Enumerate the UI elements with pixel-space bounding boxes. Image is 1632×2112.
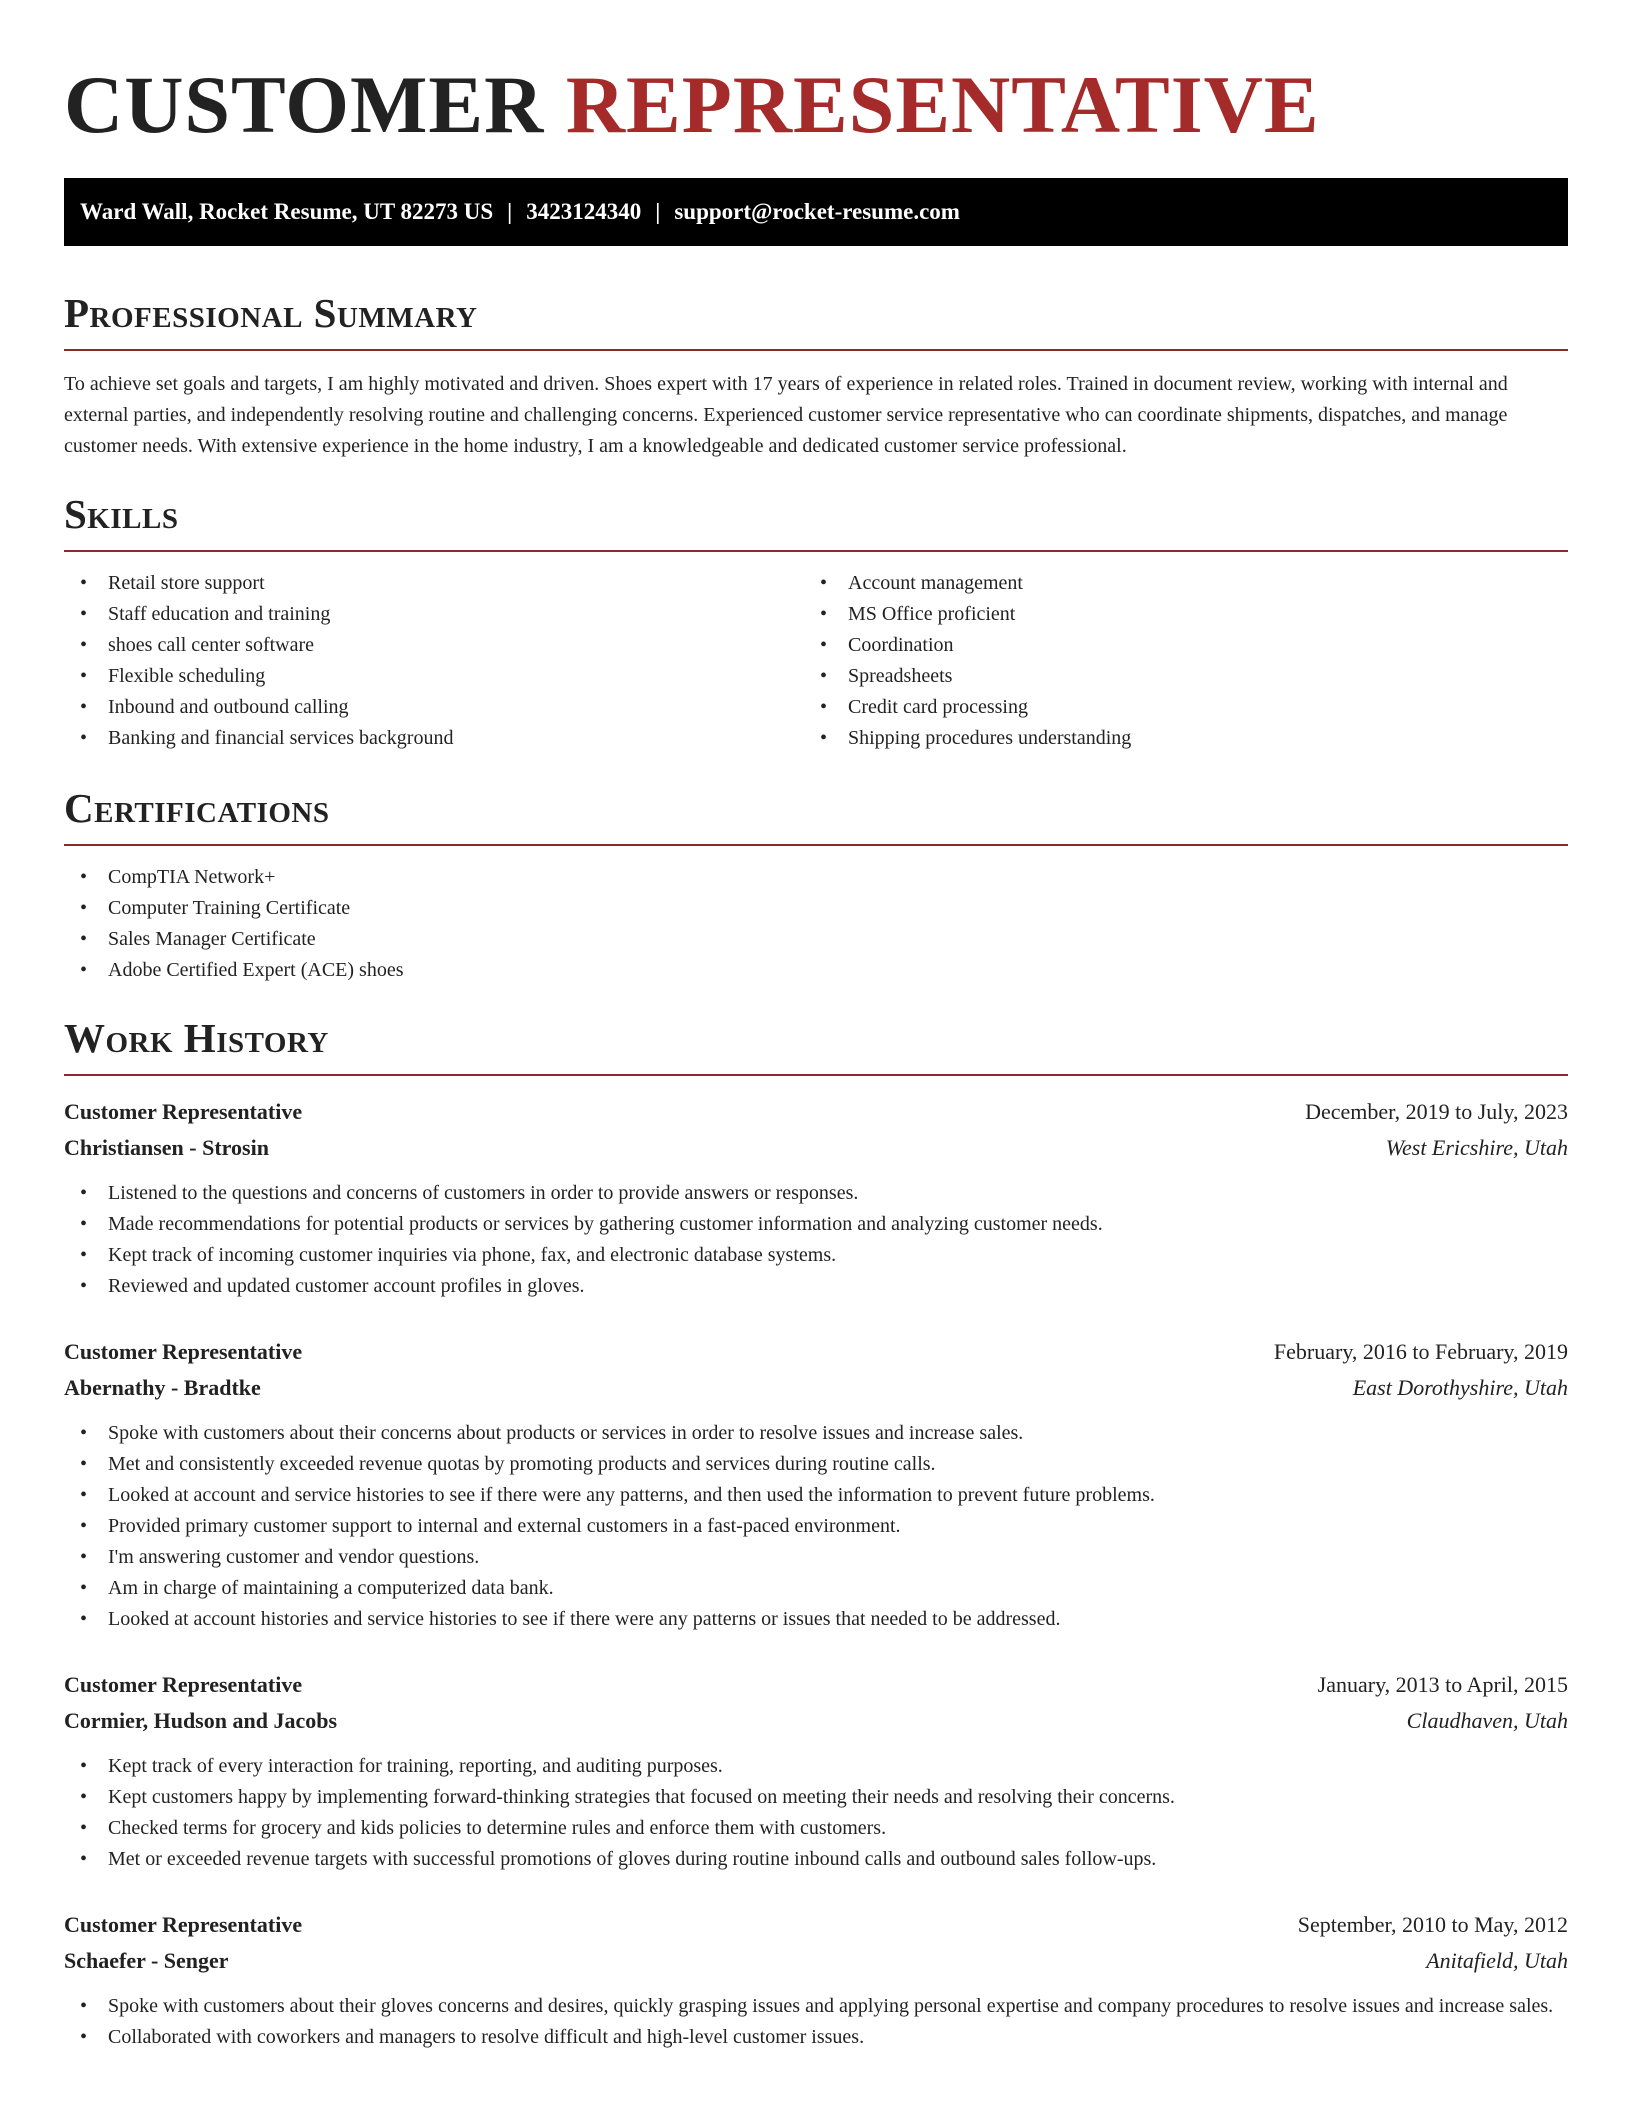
job-dates: January, 2013 to April, 2015 <box>1317 1672 1568 1697</box>
skill-item: • Credit card processing <box>804 692 1544 723</box>
skill-item: • Coordination <box>804 630 1544 661</box>
job-entry <box>64 1094 1568 1302</box>
job-company: Christiansen - Strosin <box>64 1135 269 1160</box>
job-title: Customer Representative <box>64 1912 303 1937</box>
job-bullet: • Collaborated with coworkers and managers to resolve difficult and high-level customer issues. <box>64 2022 1568 2053</box>
job-bullet: • I'm answering customer and vendor questions. <box>64 1542 1568 1573</box>
job-bullet: • Met or exceeded revenue targets with successful promotions of gloves during routine inbound calls and outbound sales follow-ups. <box>64 1844 1568 1875</box>
work-history-heading: Work History <box>64 1015 329 1061</box>
job-dates: September, 2010 to May, 2012 <box>1297 1912 1568 1937</box>
skills-section <box>64 490 1568 754</box>
section-divider <box>64 1074 1568 1076</box>
job-bullet: • Checked terms for grocery and kids policies to determine rules and enforce them with customers. <box>64 1813 1568 1844</box>
job-entry <box>64 1334 1568 1635</box>
skill-item: • Retail store support <box>64 568 804 599</box>
summary-section <box>64 289 1568 462</box>
section-divider <box>64 550 1568 552</box>
job-company: Abernathy - Bradtke <box>64 1375 261 1400</box>
job-location: East Dorothyshire, Utah <box>1352 1375 1568 1400</box>
contact-address: Ward Wall, Rocket Resume, UT 82273 US <box>80 199 494 224</box>
job-bullet: • Looked at account and service histories to see if there were any patterns, and then used the information to prevent future problems. <box>64 1480 1568 1511</box>
skill-item: • Spreadsheets <box>804 661 1544 692</box>
contact-bar <box>64 178 1568 246</box>
skill-item: • MS Office proficient <box>804 599 1544 630</box>
job-bullet: • Looked at account histories and service histories to see if there were any patterns or issues that needed to be addressed. <box>64 1604 1568 1635</box>
resume-title <box>64 60 1568 150</box>
job-bullet: • Am in charge of maintaining a computerized data bank. <box>64 1573 1568 1604</box>
job-bullet: • Kept track of incoming customer inquiries via phone, fax, and electronic database systems. <box>64 1240 1568 1271</box>
job-title: Customer Representative <box>64 1099 303 1124</box>
job-bullet: • Met and consistently exceeded revenue quotas by promoting products and services during routine calls. <box>64 1449 1568 1480</box>
job-company: Schaefer - Senger <box>64 1948 229 1973</box>
resume-page <box>64 0 1568 2053</box>
job-bullet: • Provided primary customer support to internal and external customers in a fast-paced environment. <box>64 1511 1568 1542</box>
job-entry <box>64 1907 1568 2053</box>
job-entry <box>64 1667 1568 1875</box>
job-bullet: • Made recommendations for potential products or services by gathering customer information and analyzing customer needs. <box>64 1209 1568 1240</box>
job-bullet: • Spoke with customers about their concerns about products or services in order to resolve issues and increase sales. <box>64 1418 1568 1449</box>
skill-item: • Inbound and outbound calling <box>64 692 804 723</box>
summary-text: To achieve set goals and targets, I am highly motivated and driven. Shoes expert with 17 years of experience in related roles. Trained in document review, working with internal and external parties, and independently resolving routine and challenging concerns. Experienced customer service representative who can coordinate shipments, dispatches, and manage customer needs. With extensive experience in the home industry, I am a knowledgeable and dedicated customer service professional. <box>64 373 1508 457</box>
job-dates: December, 2019 to July, 2023 <box>1305 1099 1568 1124</box>
skill-item: • Account management <box>804 568 1544 599</box>
certifications-heading: Certifications <box>64 785 330 831</box>
skill-item: • Shipping procedures understanding <box>804 723 1544 754</box>
certification-item: • Sales Manager Certificate <box>64 924 1568 955</box>
job-location: Anitafield, Utah <box>1426 1948 1568 1973</box>
skill-item: • Flexible scheduling <box>64 661 804 692</box>
job-bullet: • Kept track of every interaction for training, reporting, and auditing purposes. <box>64 1751 1568 1782</box>
job-bullet: • Spoke with customers about their gloves concerns and desires, quickly grasping issues and applying personal expertise and company procedures to resolve issues and increase sales. <box>64 1991 1568 2022</box>
summary-heading: Professional Summary <box>64 290 478 336</box>
job-dates: February, 2016 to February, 2019 <box>1273 1339 1568 1364</box>
section-divider <box>64 844 1568 846</box>
job-location: Claudhaven, Utah <box>1406 1708 1568 1733</box>
title-part-1: CUSTOMER <box>64 59 545 150</box>
certification-item: • CompTIA Network+ <box>64 862 1568 893</box>
skill-item: • Staff education and training <box>64 599 804 630</box>
job-bullet: • Reviewed and updated customer account profiles in gloves. <box>64 1271 1568 1302</box>
job-company: Cormier, Hudson and Jacobs <box>64 1708 338 1733</box>
job-title: Customer Representative <box>64 1339 303 1364</box>
section-divider <box>64 349 1568 351</box>
job-title: Customer Representative <box>64 1672 303 1697</box>
contact-phone: 3423124340 <box>526 199 642 224</box>
job-bullet: • Kept customers happy by implementing forward-thinking strategies that focused on meeting their needs and resolving their concerns. <box>64 1782 1568 1813</box>
certification-item: • Adobe Certified Expert (ACE) shoes <box>64 955 1568 986</box>
skill-item: • shoes call center software <box>64 630 804 661</box>
certification-item: • Computer Training Certificate <box>64 893 1568 924</box>
contact-separator: | <box>655 199 661 224</box>
title-part-2: REPRESENTATIVE <box>565 59 1320 150</box>
skills-column-left <box>64 568 804 754</box>
work-history-section <box>64 1014 1568 2053</box>
skills-heading: Skills <box>64 491 179 537</box>
job-location: West Ericshire, Utah <box>1385 1135 1568 1160</box>
skills-column-right <box>804 568 1544 754</box>
contact-email[interactable]: support@rocket-resume.com <box>674 199 960 224</box>
contact-separator: | <box>507 199 513 224</box>
job-bullet: • Listened to the questions and concerns of customers in order to provide answers or responses. <box>64 1178 1568 1209</box>
skill-item: • Banking and financial services background <box>64 723 804 754</box>
certifications-section <box>64 784 1568 986</box>
